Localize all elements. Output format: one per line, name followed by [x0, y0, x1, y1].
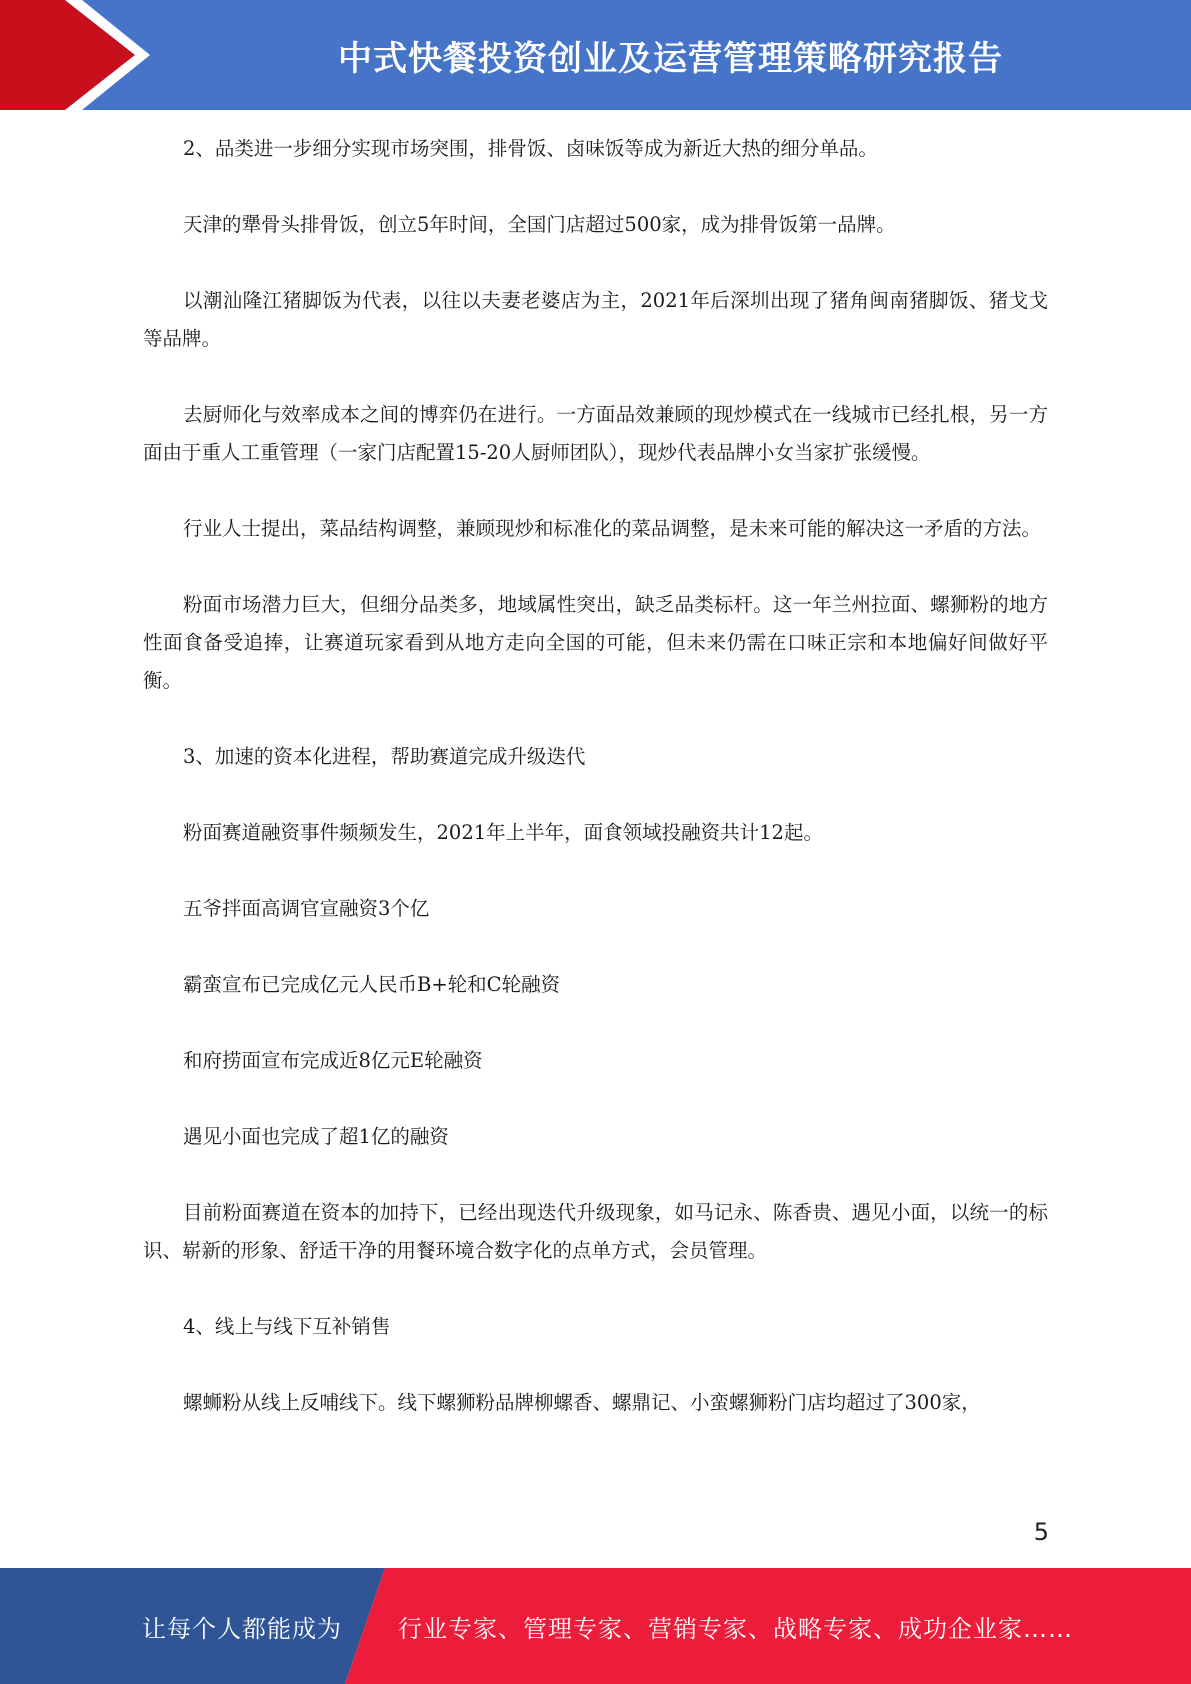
footer-slogan-right: 行业专家、管理专家、营销专家、战略专家、成功企业家……: [398, 1614, 1073, 1643]
paragraph: 粉面赛道融资事件频频发生，2021年上半年，面食领域投融资共计12起。: [183, 821, 823, 844]
page-footer: [0, 1568, 1191, 1684]
paragraph: 螺蛳粉从线上反哺线下。线下螺狮粉品牌柳螺香、螺鼎记、小蛮螺狮粉门店均超过了300家，: [183, 1391, 981, 1414]
page-number: 5: [1033, 1518, 1049, 1546]
paragraph: 去厨师化与效率成本之间的博弈仍在进行。一方面品效兼顾的现炒模式在一线城市已经扎根，另一方面由于重人工重管理（一家门店配置15-20人厨师团队），现炒代表品牌小女当家扩张缓慢。: [143, 403, 1048, 464]
paragraph: 五爷拌面高调官宣融资3个亿: [183, 897, 430, 920]
paragraph: 遇见小面也完成了超1亿的融资: [183, 1125, 449, 1148]
paragraph: 霸蛮宣布已完成亿元人民币B+轮和C轮融资: [183, 973, 561, 996]
paragraph: 目前粉面赛道在资本的加持下，已经出现迭代升级现象，如马记永、陈香贵、遇见小面，以统一的标识、崭新的形象、舒适干净的用餐环境合数字化的点单方式，会员管理。: [143, 1201, 1048, 1262]
footer-slogan-left: 让每个人都能成为: [142, 1614, 342, 1643]
report-title: 中式快餐投资创业及运营管理策略研究报告: [338, 38, 1003, 79]
paragraph: 以潮汕隆江猪脚饭为代表，以往以夫妻老婆店为主，2021年后深圳出现了猪角闽南猪脚饭、猪戈戈等品牌。: [143, 289, 1048, 350]
section-heading: 4、线上与线下互补销售: [183, 1315, 391, 1338]
page-header: [0, 0, 1191, 110]
paragraph: 天津的犟骨头排骨饭，创立5年时间，全国门店超过500家，成为排骨饭第一品牌。: [183, 213, 896, 236]
section-heading: 3、加速的资本化进程，帮助赛道完成升级迭代: [183, 745, 586, 768]
paragraph: 和府捞面宣布完成近8亿元E轮融资: [183, 1049, 483, 1072]
paragraph: 行业人士提出，菜品结构调整，兼顾现炒和标准化的菜品调整，是未来可能的解决这一矛盾的方法。: [183, 517, 1042, 540]
paragraph: 粉面市场潜力巨大，但细分品类多，地域属性突出，缺乏品类标杆。这一年兰州拉面、螺狮粉的地方性面食备受追捧，让赛道玩家看到从地方走向全国的可能，但未来仍需在口味正宗和本地偏好间做好平衡。: [143, 593, 1048, 692]
document-body: [143, 130, 1048, 1460]
paragraph: 2、品类进一步细分实现市场突围，排骨饭、卤味饭等成为新近大热的细分单品。: [183, 137, 878, 160]
